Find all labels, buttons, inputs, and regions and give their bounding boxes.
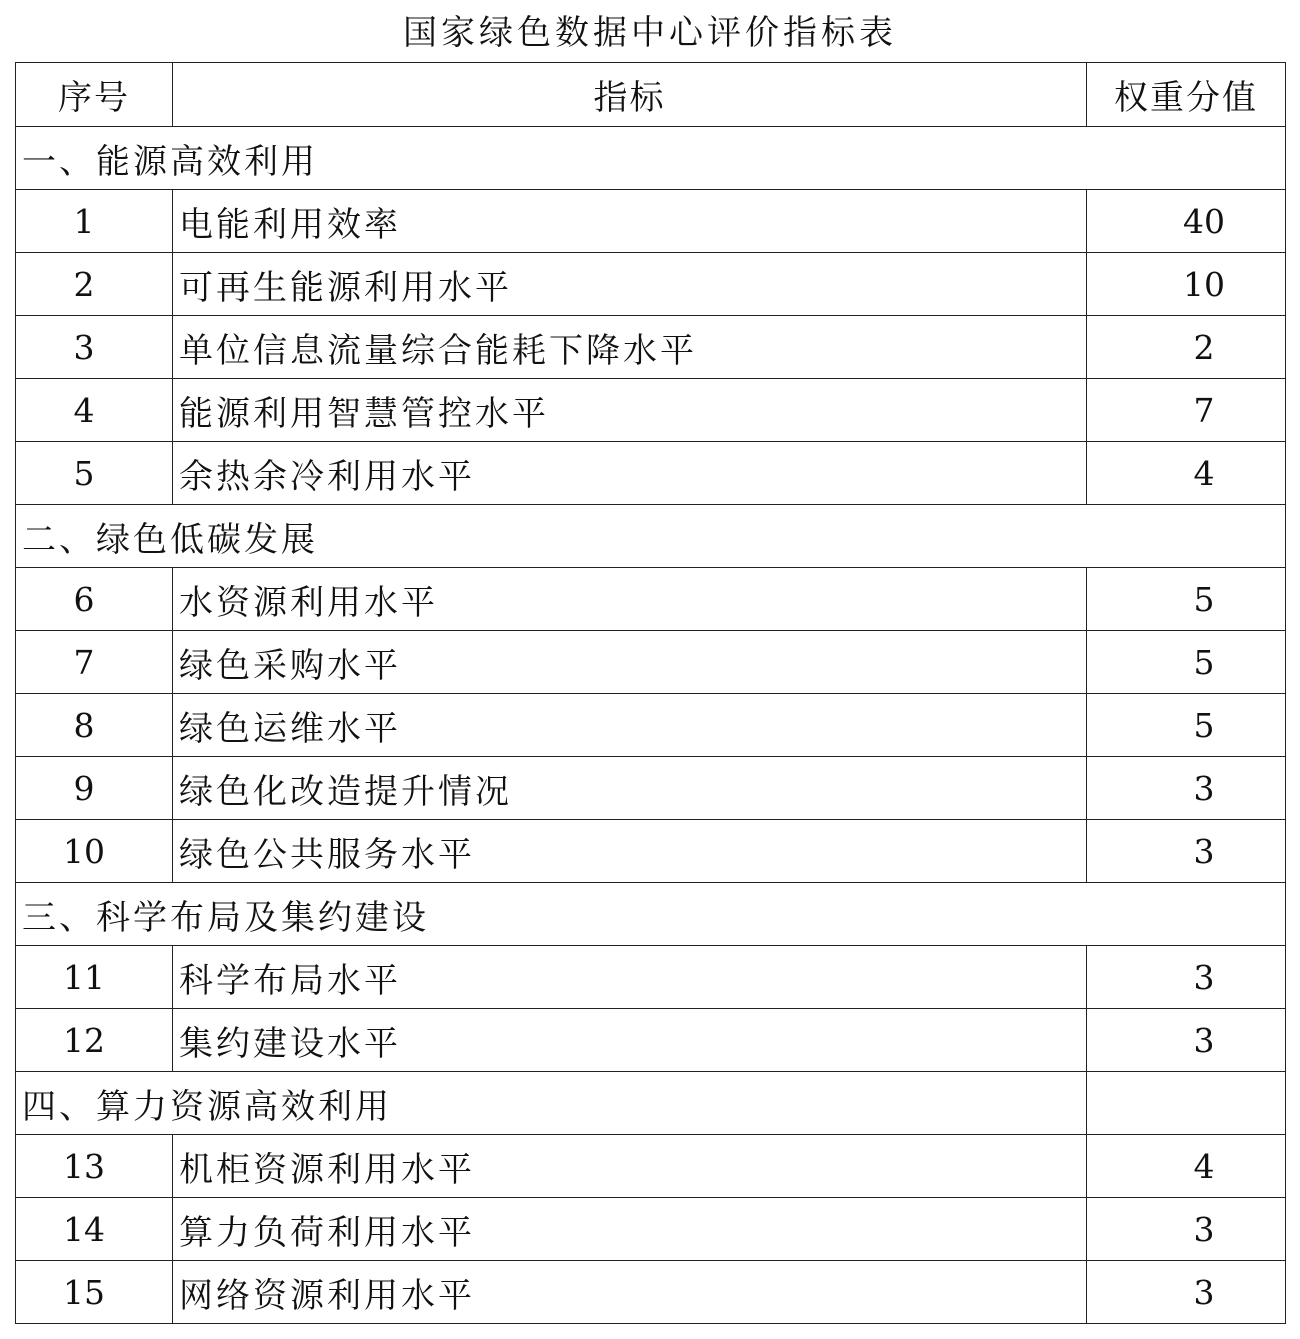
section-label: 二、绿色低碳发展 — [16, 505, 1286, 568]
row-indicator: 算力负荷利用水平 — [173, 1198, 1087, 1261]
row-index: 13 — [16, 1135, 173, 1198]
table-row — [16, 379, 1286, 442]
row-index: 9 — [16, 757, 173, 820]
row-weight: 4 — [1087, 442, 1286, 505]
row-index: 10 — [16, 820, 173, 883]
row-indicator: 机柜资源利用水平 — [173, 1135, 1087, 1198]
section-row — [16, 883, 1286, 946]
header-row — [16, 63, 1286, 127]
section-row — [16, 127, 1286, 190]
row-indicator: 绿色化改造提升情况 — [173, 757, 1087, 820]
row-indicator: 绿色公共服务水平 — [173, 820, 1087, 883]
table-row — [16, 820, 1286, 883]
row-weight: 3 — [1087, 946, 1286, 1009]
table-title: 国家绿色数据中心评价指标表 — [403, 13, 897, 53]
section-label: 四、算力资源高效利用 — [16, 1072, 1087, 1135]
row-indicator: 集约建设水平 — [173, 1009, 1087, 1072]
row-weight: 5 — [1087, 568, 1286, 631]
section-label: 三、科学布局及集约建设 — [16, 883, 1286, 946]
table-row — [16, 757, 1286, 820]
table-row — [16, 1135, 1286, 1198]
section-label: 一、能源高效利用 — [16, 127, 1286, 190]
row-indicator: 绿色运维水平 — [173, 694, 1087, 757]
table-row — [16, 694, 1286, 757]
row-index: 1 — [16, 190, 173, 253]
row-weight: 10 — [1087, 253, 1286, 316]
row-index: 6 — [16, 568, 173, 631]
row-index: 5 — [16, 442, 173, 505]
evaluation-table — [15, 62, 1286, 1324]
row-indicator: 科学布局水平 — [173, 946, 1087, 1009]
row-index: 15 — [16, 1261, 173, 1324]
row-indicator: 单位信息流量综合能耗下降水平 — [173, 316, 1087, 379]
row-index: 7 — [16, 631, 173, 694]
table-row — [16, 568, 1286, 631]
row-weight: 3 — [1087, 1198, 1286, 1261]
row-weight: 3 — [1087, 757, 1286, 820]
row-weight: 3 — [1087, 1261, 1286, 1324]
row-weight: 5 — [1087, 631, 1286, 694]
table-row — [16, 190, 1286, 253]
header-index: 序号 — [16, 63, 173, 127]
section-row — [16, 1072, 1286, 1135]
row-weight: 7 — [1087, 379, 1286, 442]
table-row — [16, 253, 1286, 316]
row-indicator: 能源利用智慧管控水平 — [173, 379, 1087, 442]
row-index: 12 — [16, 1009, 173, 1072]
table-row — [16, 946, 1286, 1009]
section-row — [16, 505, 1286, 568]
table-row — [16, 1261, 1286, 1324]
header-indicator: 指标 — [173, 63, 1087, 127]
row-indicator: 电能利用效率 — [173, 190, 1087, 253]
header-weight: 权重分值 — [1087, 63, 1286, 127]
row-index: 3 — [16, 316, 173, 379]
row-indicator: 余热余冷利用水平 — [173, 442, 1087, 505]
row-weight: 40 — [1087, 190, 1286, 253]
section-weight-empty — [1087, 1072, 1286, 1135]
row-weight: 4 — [1087, 1135, 1286, 1198]
row-indicator: 可再生能源利用水平 — [173, 253, 1087, 316]
row-index: 11 — [16, 946, 173, 1009]
row-weight: 2 — [1087, 316, 1286, 379]
row-index: 8 — [16, 694, 173, 757]
table-row — [16, 1198, 1286, 1261]
row-weight: 5 — [1087, 694, 1286, 757]
row-index: 4 — [16, 379, 173, 442]
table-row — [16, 316, 1286, 379]
row-index: 14 — [16, 1198, 173, 1261]
row-indicator: 水资源利用水平 — [173, 568, 1087, 631]
row-weight: 3 — [1087, 820, 1286, 883]
table-row — [16, 442, 1286, 505]
table-row — [16, 1009, 1286, 1072]
row-indicator: 网络资源利用水平 — [173, 1261, 1087, 1324]
table-row — [16, 631, 1286, 694]
row-index: 2 — [16, 253, 173, 316]
row-indicator: 绿色采购水平 — [173, 631, 1087, 694]
row-weight: 3 — [1087, 1009, 1286, 1072]
